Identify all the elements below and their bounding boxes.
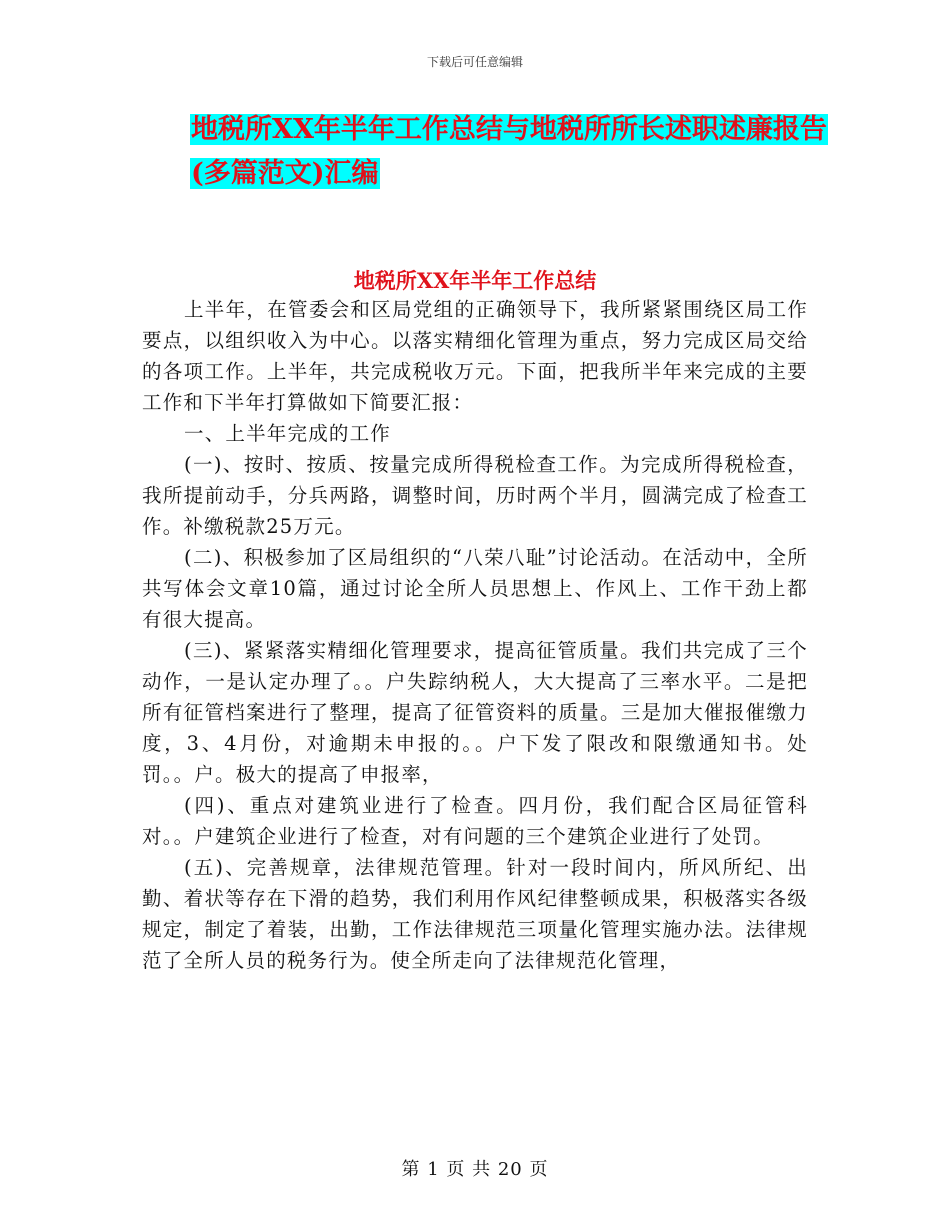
document-title-line-1 — [0, 112, 950, 148]
paragraph-intro: 上半年，在管委会和区局党组的正确领导下，我所紧紧围绕区局工作要点，以组织收入为中心。以落实精细化管理为重点，努力完成区局交给的各项工作。上半年，共完成税收万元。下面，把我所半年来完成的主要工作和下半年打算做如下简要汇报： — [142, 298, 808, 414]
page-number-footer: 第 1 页 共 20 页 — [401, 1159, 549, 1180]
paragraph-item-1: (一)、按时、按质、按量完成所得税检查工作。为完成所得税检查，我所提前动手，分兵两路，调整时间，历时两个半月，圆满完成了检查工作。补缴税款25万元。 — [142, 453, 808, 538]
section-heading: 地税所XX年半年工作总结 — [353, 268, 597, 294]
paragraph-item-5: (五)、完善规章，法律规范管理。针对一段时间内，所风所纪、出勤、着状等存在下滑的趋势，我们利用作风纪律整顿成果，积极落实各级规定，制定了着装，出勤，工作法律规范三项量化管理实施办法。法律规范了全所人员的税务行为。使全所走向了法律规范化管理， — [142, 856, 808, 972]
paragraph-part-heading: 一、上半年完成的工作 — [184, 422, 392, 445]
document-body — [142, 294, 808, 976]
document-title-text-1: 地税所XX年半年工作总结与地税所所长述职述廉报告 — [191, 114, 827, 145]
header-note: 下载后可任意编辑 — [426, 55, 523, 69]
document-title-text-2: (多篇范文)汇编 — [191, 158, 379, 189]
paragraph-item-4: (四)、重点对建筑业进行了检查。四月份，我们配合区局征管科对。。户建筑企业进行了检查，对有问题的三个建筑企业进行了处罚。 — [142, 794, 808, 848]
document-title-line-2 — [0, 156, 950, 192]
paragraph-item-2: (二)、积极参加了区局组织的“八荣八耻”讨论活动。在活动中，全所共写体会文章10篇，通过讨论全所人员思想上、作风上、工作干劲上都有很大提高。 — [142, 546, 808, 631]
paragraph-item-3: (三)、紧紧落实精细化管理要求，提高征管质量。我们共完成了三个动作，一是认定办理了。。户失踪纳税人，大大提高了三率水平。二是把所有征管档案进行了整理，提高了征管资料的质量。三是加大催报催缴力度，3、4月份，对逾期未申报的。。户下发了限改和限缴通知书。处罚。。户。极大的提高了申报率， — [142, 639, 808, 786]
